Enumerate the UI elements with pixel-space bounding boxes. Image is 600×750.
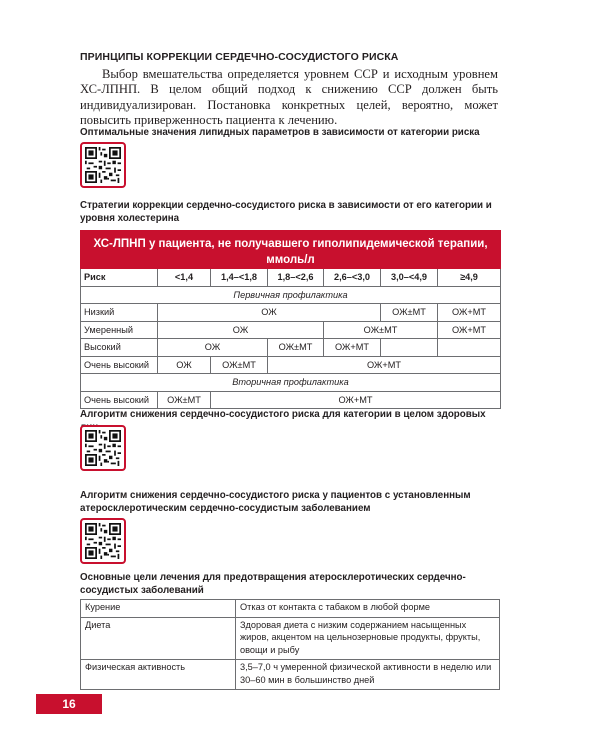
table-cell: ОЖ: [158, 356, 211, 374]
table-cell: ОЖ±МТ: [268, 339, 324, 357]
table-row: [81, 356, 501, 374]
intro-text: Выбор вмешательства определяется уровнем ССР и исходным уровнем ХС-ЛПНП. В целом общий подход к снижению ССР должен быть индивидуализирован. Постановка конкретных целей, вероятно, может повысить приверженность пациента к лечению.: [80, 67, 498, 127]
column-header: <1,4: [158, 269, 211, 287]
goal-label: Диета: [81, 617, 236, 660]
goal-label: Курение: [81, 600, 236, 618]
goal-value: Отказ от контакта с табаком в любой форме: [236, 600, 500, 618]
lipid-targets-title: Оптимальные значения липидных параметров в зависимости от категории риска: [80, 127, 480, 138]
table-cell-empty: [381, 339, 438, 357]
column-header: 2,6–<3,0: [324, 269, 381, 287]
table-row: [81, 321, 501, 339]
qr-code-healthy-algorithm[interactable]: [80, 425, 126, 471]
risk-label: Низкий: [81, 304, 158, 322]
table-row: [81, 391, 501, 409]
goal-label: Физическая активность: [81, 660, 236, 690]
risk-label: Очень высокий: [81, 391, 158, 409]
qr-code-icon: [85, 147, 121, 183]
table-row: [81, 600, 500, 618]
table-cell: ОЖ: [158, 321, 324, 339]
intro-paragraph: [80, 67, 498, 128]
goal-value: 3,5–7,0 ч умеренной физической активности в неделю или 30–60 мин в большинство дней: [236, 660, 500, 690]
qr-code-icon: [85, 523, 121, 559]
table-title: ХС-ЛПНП у пациента, не получавшего гиполипидемической терапии, ммоль/л: [81, 233, 501, 269]
table-cell-empty: [438, 339, 501, 357]
goal-value: Здоровая диета с низким содержанием насыщенных жиров, акцентом на цельнозерновые продукты, фрукты, овощи и рыбу: [236, 617, 500, 660]
table-cell: ОЖ±МТ: [324, 321, 438, 339]
qr-code-icon: [85, 430, 121, 466]
page-number: 16: [36, 694, 102, 714]
risk-label: Высокий: [81, 339, 158, 357]
table-cell: ОЖ+МТ: [324, 339, 381, 357]
table-row: [81, 304, 501, 322]
table-cell: ОЖ±МТ: [211, 356, 268, 374]
table-cell: ОЖ+МТ: [211, 391, 501, 409]
healthy-algorithm-title: Алгоритм снижения сердечно-сосудистого риска для категории в целом здоровых: [80, 409, 486, 420]
table-cell: ОЖ+МТ: [438, 321, 501, 339]
table-cell: ОЖ±МТ: [381, 304, 438, 322]
table-cell: ОЖ+МТ: [268, 356, 501, 374]
secondary-prevention-label: Вторичная профилактика: [81, 374, 501, 392]
risk-label: Очень высокий: [81, 356, 158, 374]
qr-code-ascvd-algorithm[interactable]: [80, 518, 126, 564]
treatment-goals-title: Основные цели лечения для предотвращения атеросклеротических сердечно-сосудистых заболеваний: [80, 572, 466, 596]
column-header: 1,8–<2,6: [268, 269, 324, 287]
risk-strategy-table: [80, 230, 501, 409]
table-row: [81, 660, 500, 690]
column-header: ≥4,9: [438, 269, 501, 287]
treatment-goals-table: [80, 599, 500, 690]
table-cell: ОЖ: [158, 304, 381, 322]
primary-prevention-label: Первичная профилактика: [81, 286, 501, 304]
column-header: 3,0–<4,9: [381, 269, 438, 287]
table-row: [81, 339, 501, 357]
table-cell: ОЖ±МТ: [158, 391, 211, 409]
table-cell: ОЖ: [158, 339, 268, 357]
table-header-row: [81, 269, 501, 287]
risk-label: Умеренный: [81, 321, 158, 339]
qr-code-lipid-targets[interactable]: [80, 142, 126, 188]
table-row: [81, 617, 500, 660]
strategies-title: Стратегии коррекции сердечно-сосудистого риска в зависимости от его категории и уровня холестерина: [80, 200, 492, 224]
section-heading: ПРИНЦИПЫ КОРРЕКЦИИ СЕРДЕЧНО-СОСУДИСТОГО РИСКА: [80, 51, 399, 63]
column-header: Риск: [81, 269, 158, 287]
column-header: 1,4–<1,8: [211, 269, 268, 287]
table-cell: ОЖ+МТ: [438, 304, 501, 322]
ascvd-algorithm-title: Алгоритм снижения сердечно-сосудистого риска у пациентов с установленным атеросклеротическим сердечно-сосудистым заболеванием: [80, 490, 471, 514]
